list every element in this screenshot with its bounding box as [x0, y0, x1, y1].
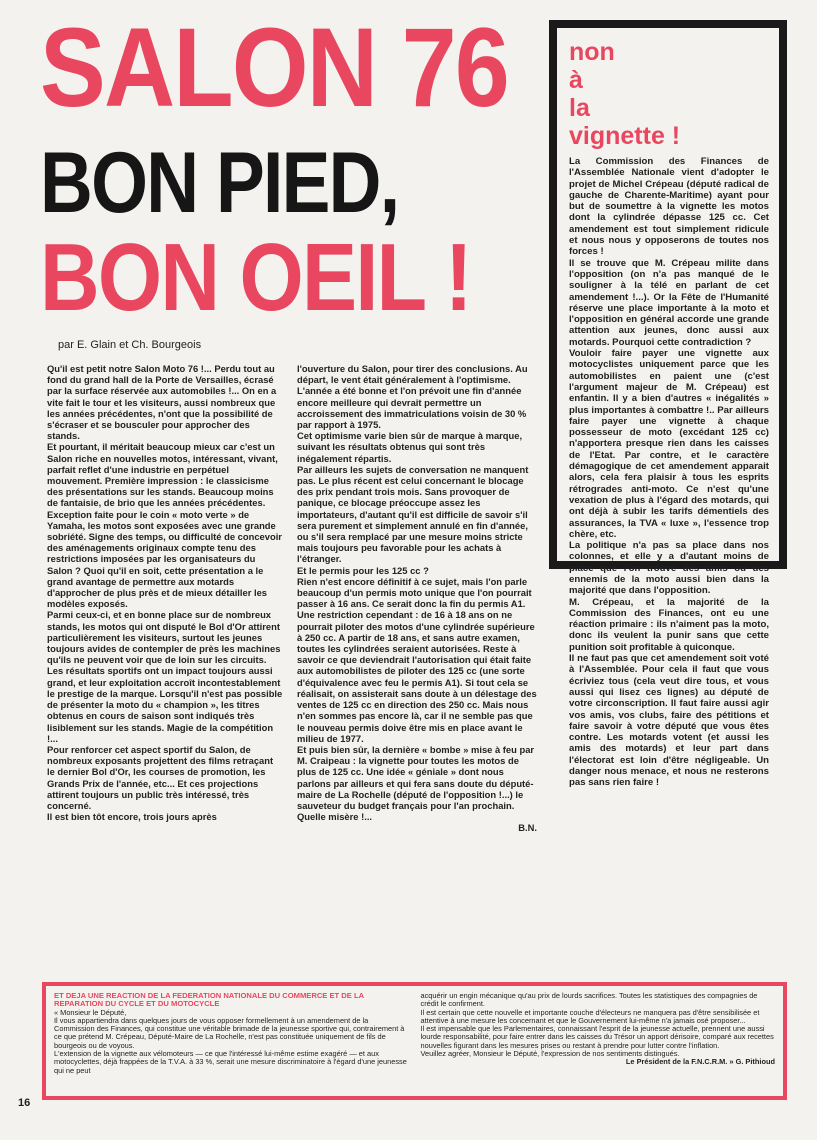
paragraph: l'ouverture du Salon, pour tirer des conclusions. Au départ, le vent était généralement à l'optimisme. L'année a été bonne et l'on prévoit une fin d'année encore meilleure qui devrait permettre un accroissement des immatriculations voisin de 30 % par rapport à 1975. — [297, 363, 528, 431]
paragraph: Et puis bien sûr, la dernière « bombe » mise à feu par M. Craipeau : la vignette pour toutes les motos de plus de 125 cc. Une idée « géniale » dont nous parlons par ailleurs et qui fera sans doute du député-maire de La Rochelle (député de l'opposition !...) le sauveteur du budget français pour l'an prochain. Quelle misère !... — [297, 743, 535, 823]
sidebar-title-line: la — [569, 94, 590, 122]
notice-paragraph: acquérir un engin mécanique qu'au prix de lourds sacrifices. Toutes les statistiques des compagnies de crédit le confirment. — [420, 991, 758, 1009]
notice-column-right — [421, 992, 776, 1090]
notice-paragraph: L'extension de la vignette aux vélomoteurs — ce que l'intéressé lui-même estime exagéré — et aux motocyclettes, déjà frappées de la T.V.A. à 33 %, serait une mesure discriminatoire à l'égard d'une jeunesse qui ne peut — [54, 1049, 407, 1075]
paragraph: Rien n'est encore définitif à ce sujet, mais l'on parle beaucoup d'un permis moto unique que l'on pourrait passer à 16 ans. Ce serait donc la fin du permis A1. Une restriction cependant : de 16 à 18 ans on ne pourrait piloter des motos d'une cylindrée supérieure à 250 cc. A partir de 18 ans, et sans autre examen, toutes les cylindrées seraient autorisées. Reste à savoir ce que deviendrait l'autorisation qui était faite aux automobilistes de piloter des 125 cc (une sorte d'équivalence avec feu le permis A1). Si tout cela se réalisait, on assisterait sans doute à un délestage des ventes de 125 cc en direction des 250 cc. Mais nous n'en sommes pas encore là, car il ne semble pas que le nouveau permis doive être mis en place avant le milieu de 1977. — [297, 575, 537, 744]
notice-paragraph: « Monsieur le Député, — [54, 1007, 127, 1017]
sidebar-text — [569, 156, 769, 789]
notice-column-left — [54, 992, 409, 1090]
paragraph: Pour renforcer cet aspect sportif du Salon, de nombreux exposants projettent des films retraçant le dernier Bol d'Or, les courses de promotion, les Grands Prix de l'année, etc... Et ces projections attirent toujours un public très intéressé, très concerné. — [47, 743, 274, 811]
notice-paragraph: Veuillez agréer, Monsieur le Député, l'expression de nos sentiments distingués. — [420, 1049, 680, 1059]
notice-signature: Le Président de la F.N.C.R.M. » G. Pithioud — [625, 1057, 775, 1067]
article-column-2 — [297, 363, 537, 834]
paragraph: Il se trouve que M. Crépeau milite dans l'opposition (on n'a pas manqué de le souligner à la télé en parlant de cet amendement !...). Or la Fête de l'Humanité réserve une place importante à la moto et l'opposition en général accorde une grande attention aux jeunes, donc aussi aux motards. Pourquoi cette contradiction ? — [569, 257, 769, 348]
page-number: 16 — [18, 1097, 31, 1109]
sidebar-title-line: à — [569, 66, 583, 94]
notice-paragraph: Il est certain que cette nouvelle et importante couche d'électeurs ne manquera pas d'être sensibilisée et attentive à une mesure les concernant et que le Gouvernement lui-même n'a jamais osé proposer... — [420, 1007, 760, 1025]
paragraph: La Commission des Finances de l'Assemblée Nationale vient d'adopter le projet de Michel Crépeau (député radical de gauche de Charente-Maritime) ayant pour but de soumettre à la vignette les motos dont la cylindrée dépasse 125 cc. Cet amendement est tout simplement ridicule et nous nous y opposerons de toutes nos forces ! — [569, 156, 769, 258]
sidebar-title-line: non — [569, 38, 615, 66]
paragraph: M. Crépeau, et la majorité de la Commission des Finances, ont eu une réaction primaire : ils n'aiment pas la moto, donc ils veulent la punir sans que cette punition soit profitable à quiconque. — [569, 596, 769, 653]
headline-bon-pied: BON PIED, — [40, 135, 399, 231]
sidebar-box — [549, 20, 787, 789]
paragraph: Et pourtant, il méritait beaucoup mieux car c'est un Salon riche en nouvelles motos, intéressant, vivant, parfait reflet d'une industrie en perpétuel mouvement. Première impression : le classicisme des présentations sur les stands. Beaucoup moins de fantaisie, de brio que les années précédentes. Exception faite pour le coin « moto verte » de Yamaha, les motos sont exposées avec une grande sobriété. Signe des temps, ou difficulté de concevoir des aménagements originaux compte tenu des restrictions imposées par les organisateurs du Salon ? Quoi qu'il en soit, cette présentation a le grand avantage de permettre aux motards d'approcher de plus près et de mieux détailler les modèles exposés. — [47, 441, 282, 610]
sidebar-title — [569, 38, 769, 150]
article-column-1 — [47, 363, 283, 822]
byline: par E. Glain et Ch. Bourgeois — [58, 339, 202, 351]
paragraph: Cet optimisme varie bien sûr de marque à marque, suivant les résultats obtenus qui sont très inégalement répartis. — [297, 430, 523, 464]
paragraph: Il ne faut pas que cet amendement soit voté à l'Assemblée. Pour cela il faut que vous écriviez tous (cela veut dire tous, et vous aussi qui lisez ces lignes) au député de votre circonscription. Il faut faire aussi agir vos amis, vos clubs, faire des pétitions et faire savoir à votre député que vous êtes contre. Les motards votent (et aussi les amis des motards) et leur part dans l'électorat est loin d'être négligeable. Un danger nous menace, et nous ne resterons pas sans rien faire ! — [569, 653, 769, 789]
paragraph: La politique n'a pas sa place dans nos colonnes, et elle y a d'autant moins de place que l'on trouve des amis ou des ennemis de la moto aussi bien dans la majorité que dans l'opposition. — [569, 540, 769, 597]
paragraph: Il est bien tôt encore, trois jours après — [47, 811, 217, 823]
notice-paragraph: Il est impensable que les Parlementaires, connaissant l'esprit de la jeunesse actuelle, prennent une aussi lourde responsabilité, pour faire entrer dans les caisses du Trésor un apport dérisoire, comparé aux recettes nouvelles figurant dans les mesures prises ou restant à prendre pour lutter contre l'inflation. — [420, 1024, 774, 1050]
article-signature: B.N. — [518, 822, 537, 834]
federation-notice — [42, 982, 787, 1100]
paragraph: Par ailleurs les sujets de conversation ne manquent pas. Le plus récent est celui concernant le blocage des prix pendant trois mois. Sans provoquer de panique, ce blocage préoccupe assez les importateurs, d'autant qu'il est difficile de savoir s'il sera purement et simplement annulé en fin d'année, ou s'il sera remplacé par une mesure moins stricte mais toujours peu favorable pour les achats à l'étranger. — [297, 463, 529, 565]
sidebar-title-line: vignette ! — [569, 122, 681, 150]
headline-salon: SALON 76 — [40, 5, 508, 130]
paragraph: Et le permis pour les 125 cc ? — [297, 564, 429, 576]
paragraph: Qu'il est petit notre Salon Moto 76 !... Perdu tout au fond du grand hall de la Porte de Versailles, écrasé par la surface réservée aux automobiles !... On en a vite fait le tour et les visiteurs, aussi nombreux que les années précédentes, n'ont que la possibilité de s'écraser et se bousculer pour approcher des stands. — [47, 363, 277, 442]
notice-paragraph: Il vous appartiendra dans quelques jours de vous opposer formellement à un amendement de la Commission des Finances, qui constitue une véritable brimade de la jeunesse sportive qui, contrairement à ce que prétend M. Crépeau, Député-Maire de La Rochelle, n'est pas constituée uniquement de fils de bourgeois ou de voyous. — [54, 1015, 405, 1050]
paragraph: Vouloir faire payer une vignette aux motocyclistes uniquement parce que les automobilistes en paient une (c'est l'argument majeur de M. Crépeau) est enfantin. Il y a bien d'autres « inégalités » plus importantes à combattre !.. Par ailleurs faire payer une vignette à chaque possesseur de moto (excédant 125 cc) n'apportera presque rien dans les caisses de l'Etat. Par contre, et le caractère démagogique de cet amendement apparait alors, cela fera plaisir à tous les esprits rétrogrades anti-moto. Ce n'est qu'une vexation de plus à l'égard des motards, qui ont déjà à subir les tarifs démentiels des assurances, la TVA « luxe », l'essence trop chère, etc. — [569, 348, 769, 540]
notice-title: ET DEJA UNE REACTION DE LA FEDERATION NATIONALE DU COMMERCE ET DE LA REPARATION DU CYCLE ET DU MOTOCYCLE — [54, 991, 364, 1009]
paragraph: Parmi ceux-ci, et en bonne place sur de nombreux stands, les motos qui ont disputé le Bol d'Or attirent particulièrement les visiteurs, surtout les jeunes toujours avides de contempler de près les machines qu'ils ne peuvent voir que de loin sur les circuits. Les résultats sportifs ont un impact toujours aussi grand, et leur exploitation accroît incontestablement le prestige de la marque. Lorsqu'il n'est pas possible de présenter la moto du « champion », les titres obtenus en cours de saison sont indiqués très lisiblement sur les stands. Magie de la compétition !... — [47, 609, 283, 744]
headline-bon-oeil: BON OEIL ! — [40, 224, 471, 331]
